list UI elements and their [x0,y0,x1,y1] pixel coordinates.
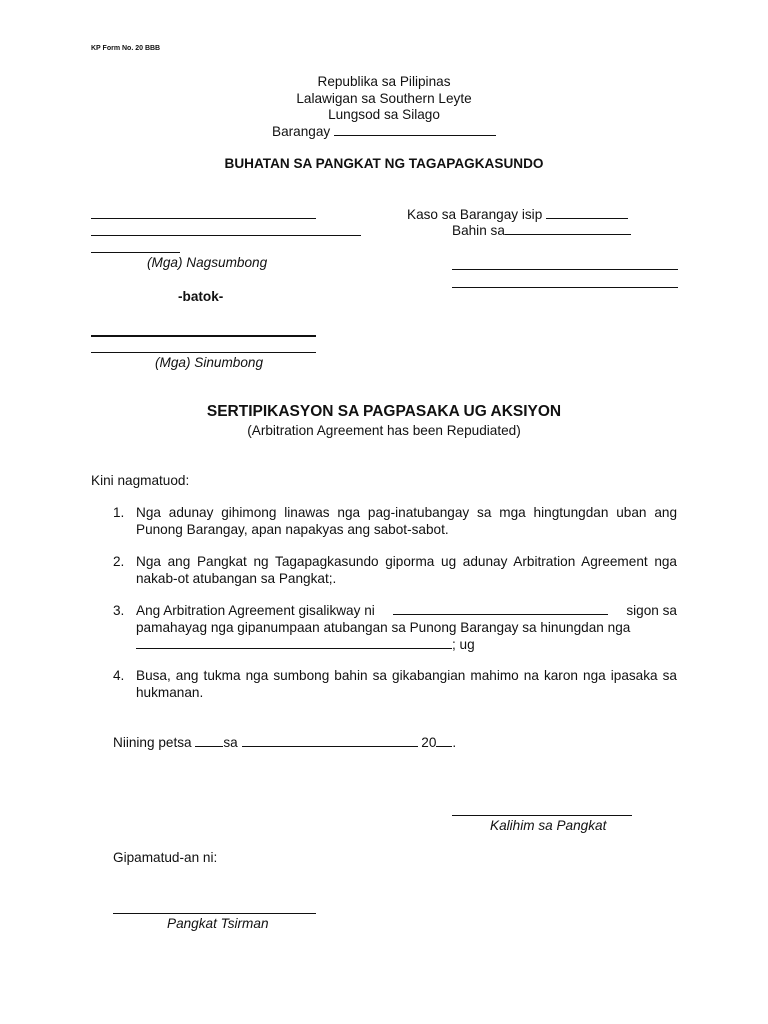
date-mid: sa [223,735,238,750]
case-number-row [407,206,628,223]
chairman-signature-line[interactable] [113,913,316,914]
complainant-label: (Mga) Nagsumbong [147,255,268,270]
item3-part1: Ang Arbitration Agreement gisalikway ni [136,603,375,618]
case-subject-row [452,222,631,239]
item3-pamahayag: pamahayag nga gipanumpaan atubangan sa Punong Barangay sa hinungdan nga [136,620,631,635]
case-subject-line-2[interactable] [452,269,678,270]
secretary-signature-line[interactable] [452,815,632,816]
header-municipality: Lungsod sa Silago [328,107,440,122]
respondent-line-1[interactable] [91,335,316,337]
intro-text: Kini nagmatuod: [91,473,190,488]
date-prefix: Niining petsa [113,735,192,750]
case-subject-blank[interactable] [505,222,631,235]
chairman-label: Pangkat Tsirman [167,916,269,931]
list-item-text: Nga adunay gihimong linawas nga pag-inatubangay sa mga hingtungdan uban ang Punong Barangay, apan napakyas ang sabot-sabot. [136,505,677,537]
complainant-line-1[interactable] [91,218,316,219]
item3-sigon: sigon sa [626,603,677,618]
list-item-4 [113,667,677,701]
complainant-line-3[interactable] [91,252,180,253]
list-item-number: 2. [113,554,125,569]
office-title: BUHATAN SA PANGKAT NG TAGAPAGKASUNDO [224,156,544,171]
item3-part3: ; ug [452,637,475,652]
list-item-text [136,602,677,653]
certificate-subtitle: (Arbitration Agreement has been Repudiated) [247,423,521,438]
list-item-text: Busa, ang tukma nga sumbong bahin sa gikabangian mahimo na karon nga ipasaka sa hukmanan. [136,668,677,700]
barangay-blank[interactable] [334,123,496,136]
reason-blank[interactable] [136,636,452,649]
header-province: Lalawigan sa Southern Leyte [296,91,472,106]
list-item-number: 1. [113,505,125,520]
case-subject-line-3[interactable] [452,287,678,288]
year-blank[interactable] [436,734,452,747]
list-item-number: 3. [113,603,125,618]
certificate-title: SERTIPIKASYON SA PAGPASAKA UG AKSIYON [206,403,562,420]
secretary-label: Kalihim sa Pangkat [490,818,607,833]
list-item-1 [113,504,677,538]
respondent-label: (Mga) Sinumbong [155,355,264,370]
respondent-line-2[interactable] [91,352,316,353]
versus-label: -batok- [178,289,224,304]
barangay-label: Barangay [272,124,331,139]
list-item-number: 4. [113,668,125,683]
month-blank[interactable] [242,734,418,747]
repudiator-blank[interactable] [393,602,608,615]
date-end: . [452,735,457,750]
attested-label: Gipamatud-an ni: [113,850,218,865]
list-item-text: Nga ang Pangkat ng Tagapagkasundo giporma ug adunay Arbitration Agreement nga nakab-ot atubangan sa Pangkat;. [136,554,677,586]
day-blank[interactable] [195,734,223,747]
case-number-label: Kaso sa Barangay isip [407,207,543,222]
date-line [113,734,456,751]
header-republic: Republika sa Pilipinas [317,74,451,89]
form-number: KP Form No. 20 BBB [91,45,161,52]
list-item-3 [113,602,677,653]
case-number-blank[interactable] [546,206,628,219]
complainant-line-2[interactable] [91,235,361,236]
case-subject-label: Bahin sa [452,223,505,238]
header-barangay [272,123,496,140]
year-prefix: 20 [421,735,437,750]
list-item-2 [113,553,677,587]
